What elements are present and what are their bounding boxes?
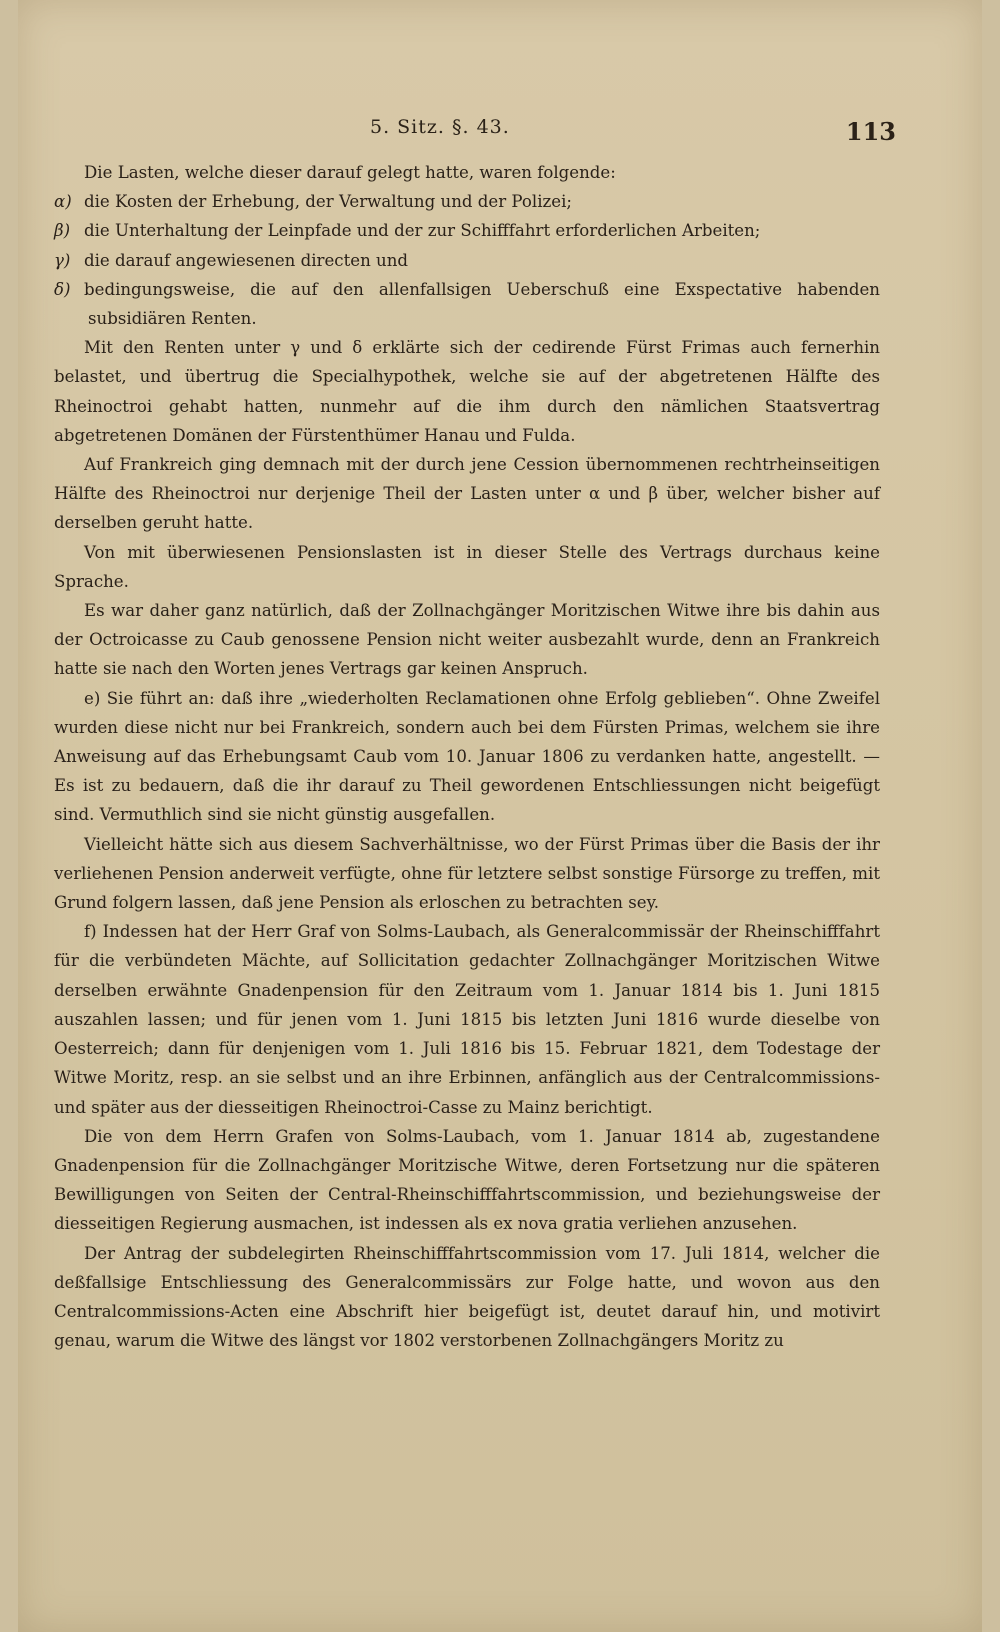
paragraph-intro: Die Lasten, welche dieser darauf gelegt hatte, waren folgende: bbox=[84, 163, 616, 182]
book-page bbox=[18, 0, 982, 1632]
page-header bbox=[18, 112, 982, 152]
paragraph-pensionslasten: Von mit überwiesenen Pensionslasten ist in dieser Stelle des Vertrags durchaus keine Sprache. bbox=[54, 542, 880, 591]
paragraph-e: e) Sie führt an: daß ihre „wiederholten Reclamationen ohne Erfolg geblieben“. Ohne Zweifel wurden diese nicht nur bei Frankreich, sondern auch bei dem Fürsten Primas, welchem sie ihre Anweisung auf das Erhebungsamt Caub vom 10. Januar 1806 zu verdanken hatte, angestellt. — Es ist zu bedauern, daß die ihr darauf zu Theil gewordenen Entschliessungen nicht beigefügt sind. Vermuthlich sind sie nicht günstig ausgefallen. bbox=[54, 688, 880, 825]
list-item-text: bedingungsweise, die auf den allenfallsigen Ueberschuß eine Exspectative habenden subsidiären Renten. bbox=[84, 279, 880, 329]
paragraph-gnadenpension: Die von dem Herrn Grafen von Solms-Laubach, vom 1. Januar 1814 ab, zugestandene Gnadenpension für die Zollnachgänger Moritzische Witwe, deren Fortsetzung nur die späteren Bewilligungen von Seiten der Central-Rheinschifffahrtscommission, und beziehungsweise der diesseitigen Regierung ausmachen, ist indessen als ex nova gratia verliehen anzusehen. bbox=[54, 1126, 880, 1234]
body-text bbox=[54, 158, 880, 1355]
paragraph-frankreich: Auf Frankreich ging demnach mit der durch jene Cession übernommenen rechtrheinseitigen Hälfte des Rheinoctroi nur derjenige Theil der Lasten unter α und β über, welcher bisher auf derselben geruht hatte. bbox=[54, 455, 880, 533]
list-item-gamma bbox=[54, 246, 880, 275]
list-item-text: die darauf angewiesenen directen und bbox=[84, 250, 409, 270]
list-marker: δ) bbox=[54, 279, 71, 299]
paragraph-vielleicht: Vielleicht hätte sich aus diesem Sachverhältnisse, wo der Fürst Primas über die Basis der ihr verliehenen Pension anderweit verfügte, ohne für letztere selbst sonstige Fürsorge zu treffen, mit Grund folgern lassen, daß jene Pension als erloschen zu betrachten sey. bbox=[54, 834, 880, 913]
paragraph-f: f) Indessen hat der Herr Graf von Solms-Laubach, als Generalcommissär der Rheinschifffahrt für die verbündeten Mächte, auf Sollicitation gedachter Zollnachgänger Moritzischen Witwe derselben erwähnte Gnadenpension für den Zeitraum vom 1. Januar 1814 bis 1. Juni 1815 auszahlen lassen; und für jenen vom 1. Juni 1815 bis letzten Juni 1816 wurde dieselbe von Oesterreich; dann für denjenigen vom 1. Juli 1816 bis 15. Februar 1821, dem Todestage der Witwe Moritz, resp. an sie selbst und an ihre Erbinnen, anfänglich aus der Centralcommissions- und später aus der diesseitigen Rheinoctroi-Casse zu Mainz berichtigt. bbox=[54, 922, 880, 1117]
list-marker: β) bbox=[54, 221, 71, 241]
paragraph-antrag: Der Antrag der subdelegirten Rheinschifffahrtscommission vom 17. Juli 1814, welcher die deßfallsige Entschliessung des Generalcommissärs zur Folge hatte, und wovon aus den Centralcommissions-Acten eine Abschrift hier beigefügt ist, deutet darauf hin, und motivirt genau, warum die Witwe des längst vor 1802 verstorbenen Zollnachgängers Moritz zu bbox=[54, 1243, 880, 1351]
running-head: 5. Sitz. §. 43. bbox=[370, 116, 510, 138]
list-item-alpha bbox=[54, 187, 880, 216]
paragraph-renten: Mit den Renten unter γ und δ erklärte sich der cedirende Fürst Frimas auch fernerhin belastet, und übertrug die Specialhypothek, welche sie auf der abgetretenen Hälfte des Rheinoctroi gehabt hatten, nunmehr auf die ihm durch den nämlichen Staatsvertrag abgetretenen Domänen der Fürstenthümer Hanau und Fulda. bbox=[54, 338, 880, 445]
paragraph-witwe: Es war daher ganz natürlich, daß der Zollnachgänger Moritzischen Witwe ihre bis dahin aus der Octroicasse zu Caub genossene Pension nicht weiter ausbezahlt wurde, denn an Frankreich hatte sie nach den Worten jenes Vertrags gar keinen Anspruch. bbox=[54, 601, 880, 679]
list-marker: α) bbox=[54, 192, 72, 212]
list-item-delta bbox=[54, 275, 880, 333]
list-marker: γ) bbox=[54, 250, 71, 270]
list-item-text: die Unterhaltung der Leinpfade und der zur Schifffahrt erforderlichen Arbeiten; bbox=[84, 221, 761, 241]
list-item-text: die Kosten der Erhebung, der Verwaltung und der Polizei; bbox=[84, 192, 572, 212]
page-number: 113 bbox=[845, 117, 896, 146]
list-item-beta bbox=[54, 216, 880, 245]
